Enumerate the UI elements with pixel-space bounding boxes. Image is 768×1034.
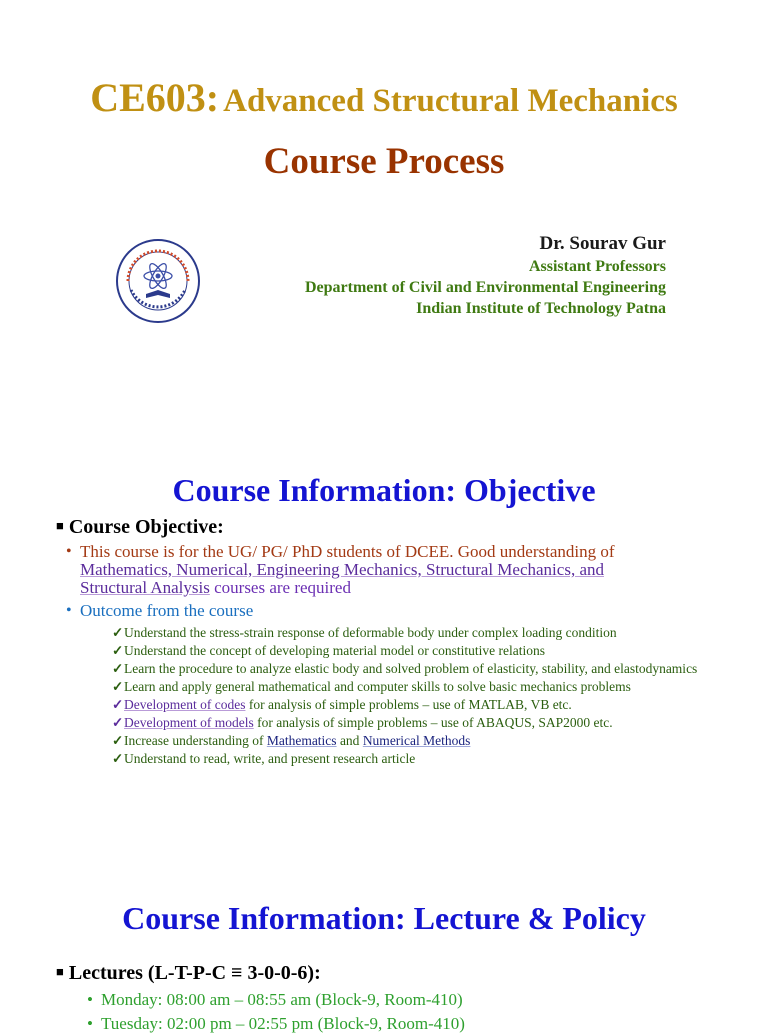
institute-logo (115, 238, 201, 324)
outcome-list (112, 625, 712, 769)
bullet-dot-icon: • (87, 1014, 93, 1033)
lectures-label: Lectures (L-T-P-C ≡ 3-0-0-6): (68, 962, 321, 984)
check-icon: ✓ (112, 715, 124, 730)
list-item: ✓ Increase understanding of Mathematics and Numerical Methods (112, 733, 471, 748)
objective-tail: courses are required (209, 578, 351, 597)
check-icon: ✓ (112, 625, 124, 640)
list-item: ✓ Learn the procedure to analyze elastic body and solved problem of elasticity, stability, and elastodynamics (112, 661, 698, 676)
check-icon: ✓ (112, 679, 124, 694)
lecture-policy-slide (0, 864, 768, 1033)
bullet-dot-icon: • (87, 990, 93, 1009)
square-bullet-icon: ■ (56, 964, 64, 979)
course-code: CE603: (90, 75, 220, 120)
required-subjects: Mathematics, Numerical, Engineering Mechanics, Structural Mechanics, and (80, 560, 604, 579)
outcome-label: Outcome from the course (80, 601, 254, 620)
objective-bullet-1 (66, 542, 720, 597)
objective-slide (0, 432, 768, 864)
objective-heading: Course Information: Objective (172, 472, 596, 508)
lectures-bullet (56, 962, 321, 985)
objective-bullet-2 (66, 601, 720, 620)
check-icon: ✓ (112, 733, 124, 748)
author-department: Department of Civil and Environmental Engineering (304, 279, 666, 296)
check-icon: ✓ (112, 643, 124, 658)
course-name: Advanced Structural Mechanics (223, 83, 678, 119)
list-item: ✓ Learn and apply general mathematical and computer skills to solve basic mechanics problems (112, 679, 631, 694)
lecture-heading: Course Information: Lecture & Policy (122, 900, 646, 936)
bullet-dot-icon: • (66, 543, 72, 560)
author-name: Dr. Sourav Gur (539, 233, 666, 254)
list-item: ✓ Development of codes for analysis of simple problems – use of MATLAB, VB etc. (112, 697, 572, 712)
list-item: ✓ Understand to read, write, and present research article (112, 751, 416, 766)
list-item: ✓ Understand the stress-strain response of deformable body under complex loading condition (112, 625, 617, 640)
objective-intro: This course is for the UG/ PG/ PhD students of DCEE. Good understanding of (80, 542, 615, 561)
schedule-item: • Tuesday: 02:00 pm – 02:55 pm (Block-9, Room-410) (87, 1014, 465, 1033)
course-objective-bullet (56, 516, 224, 539)
square-bullet-icon: ■ (56, 518, 64, 533)
bullet-dot-icon: • (66, 602, 72, 619)
check-icon: ✓ (112, 661, 124, 676)
list-item: ✓ Understand the concept of developing material model or constitutive relations (112, 643, 545, 658)
schedule-item: • Monday: 08:00 am – 08:55 am (Block-9, Room-410) (87, 990, 463, 1009)
required-subjects-2: Structural Analysis (80, 578, 210, 597)
author-position: Assistant Professors (528, 258, 666, 275)
check-icon: ✓ (112, 751, 124, 766)
course-title (0, 74, 768, 121)
list-item: ✓ Development of models for analysis of simple problems – use of ABAQUS, SAP2000 etc. (112, 715, 613, 730)
author-info (305, 232, 666, 319)
author-institute: Indian Institute of Technology Patna (416, 300, 666, 317)
course-objective-label: Course Objective: (68, 516, 224, 538)
check-icon: ✓ (112, 697, 124, 712)
slide-subtitle: Course Process (263, 141, 505, 182)
title-slide (0, 0, 768, 432)
